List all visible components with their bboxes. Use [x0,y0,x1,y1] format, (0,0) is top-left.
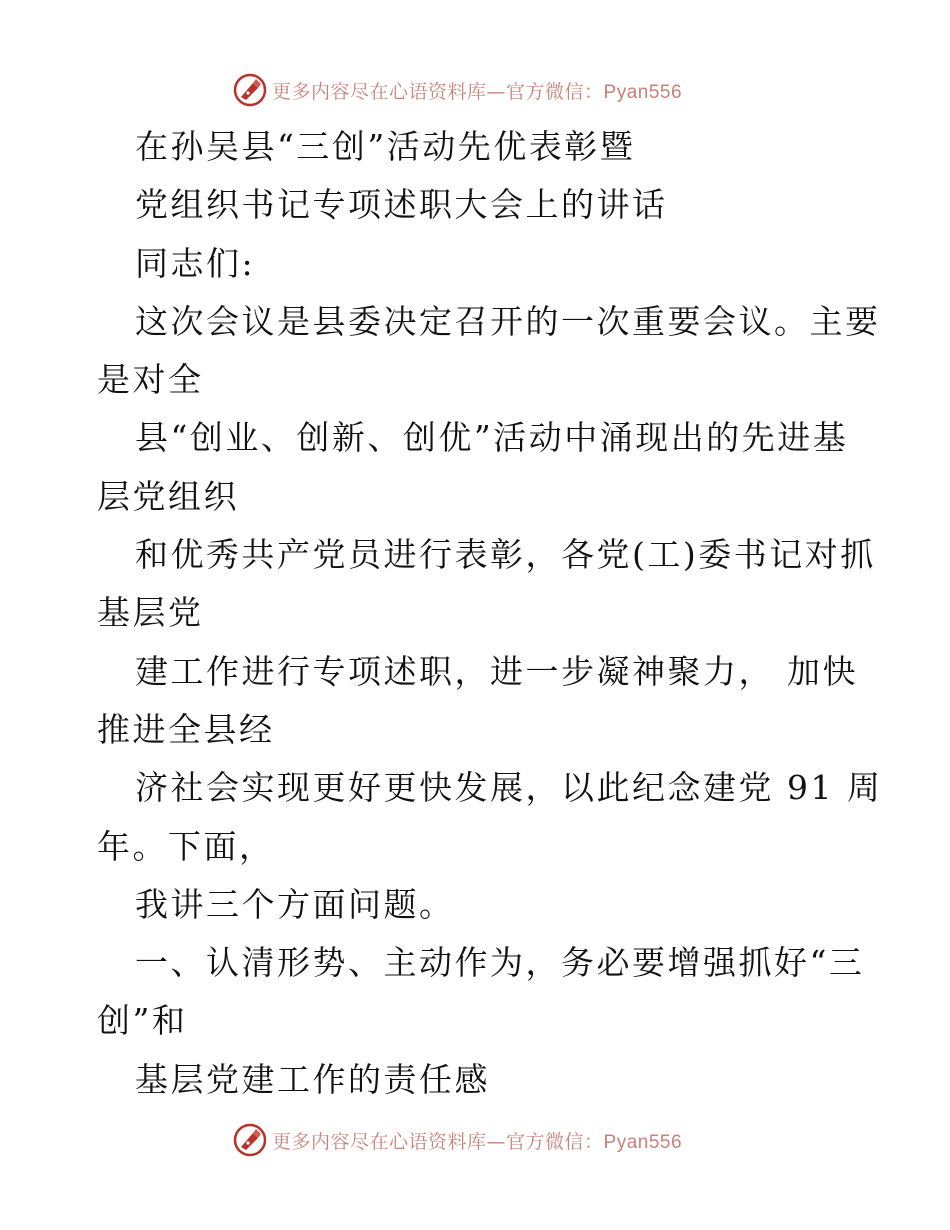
text-line: 我讲三个方面问题。 [135,884,455,924]
text-line: 济社会实现更好更快发展，以此纪念建党 91 周 [135,768,883,808]
watermark-text: 更多内容尽在心语资料库—官方微信：Pyan556 [272,80,683,103]
text-line: 推进全县经 [97,709,275,749]
text-line: 和优秀共产党员进行表彰，各党(工)委书记对抓 [135,535,876,575]
text-line: 党组织书记专项述职大会上的讲话 [135,185,668,225]
text-line: 是对全 [97,360,204,400]
pen-nib-logo-icon [232,1122,268,1158]
text-line: 这次会议是县委决定召开的一次重要会议。主要 [135,301,881,341]
text-line: 一、认清形势、主动作为，务必要增强抓好“三 [135,943,865,983]
text-line: 年。下面， [97,826,275,866]
text-line: 同志们: [135,243,256,283]
text-line: 基层党 [97,593,204,633]
text-line: 创”和 [97,1001,188,1041]
text-line: 建工作进行专项述职，进一步凝神聚力， 加快 [135,651,858,691]
pen-nib-logo-icon [232,72,268,108]
header-watermark [232,70,682,110]
text-line: 县“创业、创新、创优”活动中涌现出的先进基 [135,418,849,458]
footer-watermark [232,1120,682,1160]
document-body [97,118,883,1109]
watermark-text: 更多内容尽在心语资料库—官方微信：Pyan556 [272,1130,683,1153]
text-line: 在孙吴县“三创”活动先优表彰暨 [135,127,636,166]
text-line: 层党组织 [97,476,239,516]
text-line: 基层党建工作的责任感 [135,1059,490,1099]
